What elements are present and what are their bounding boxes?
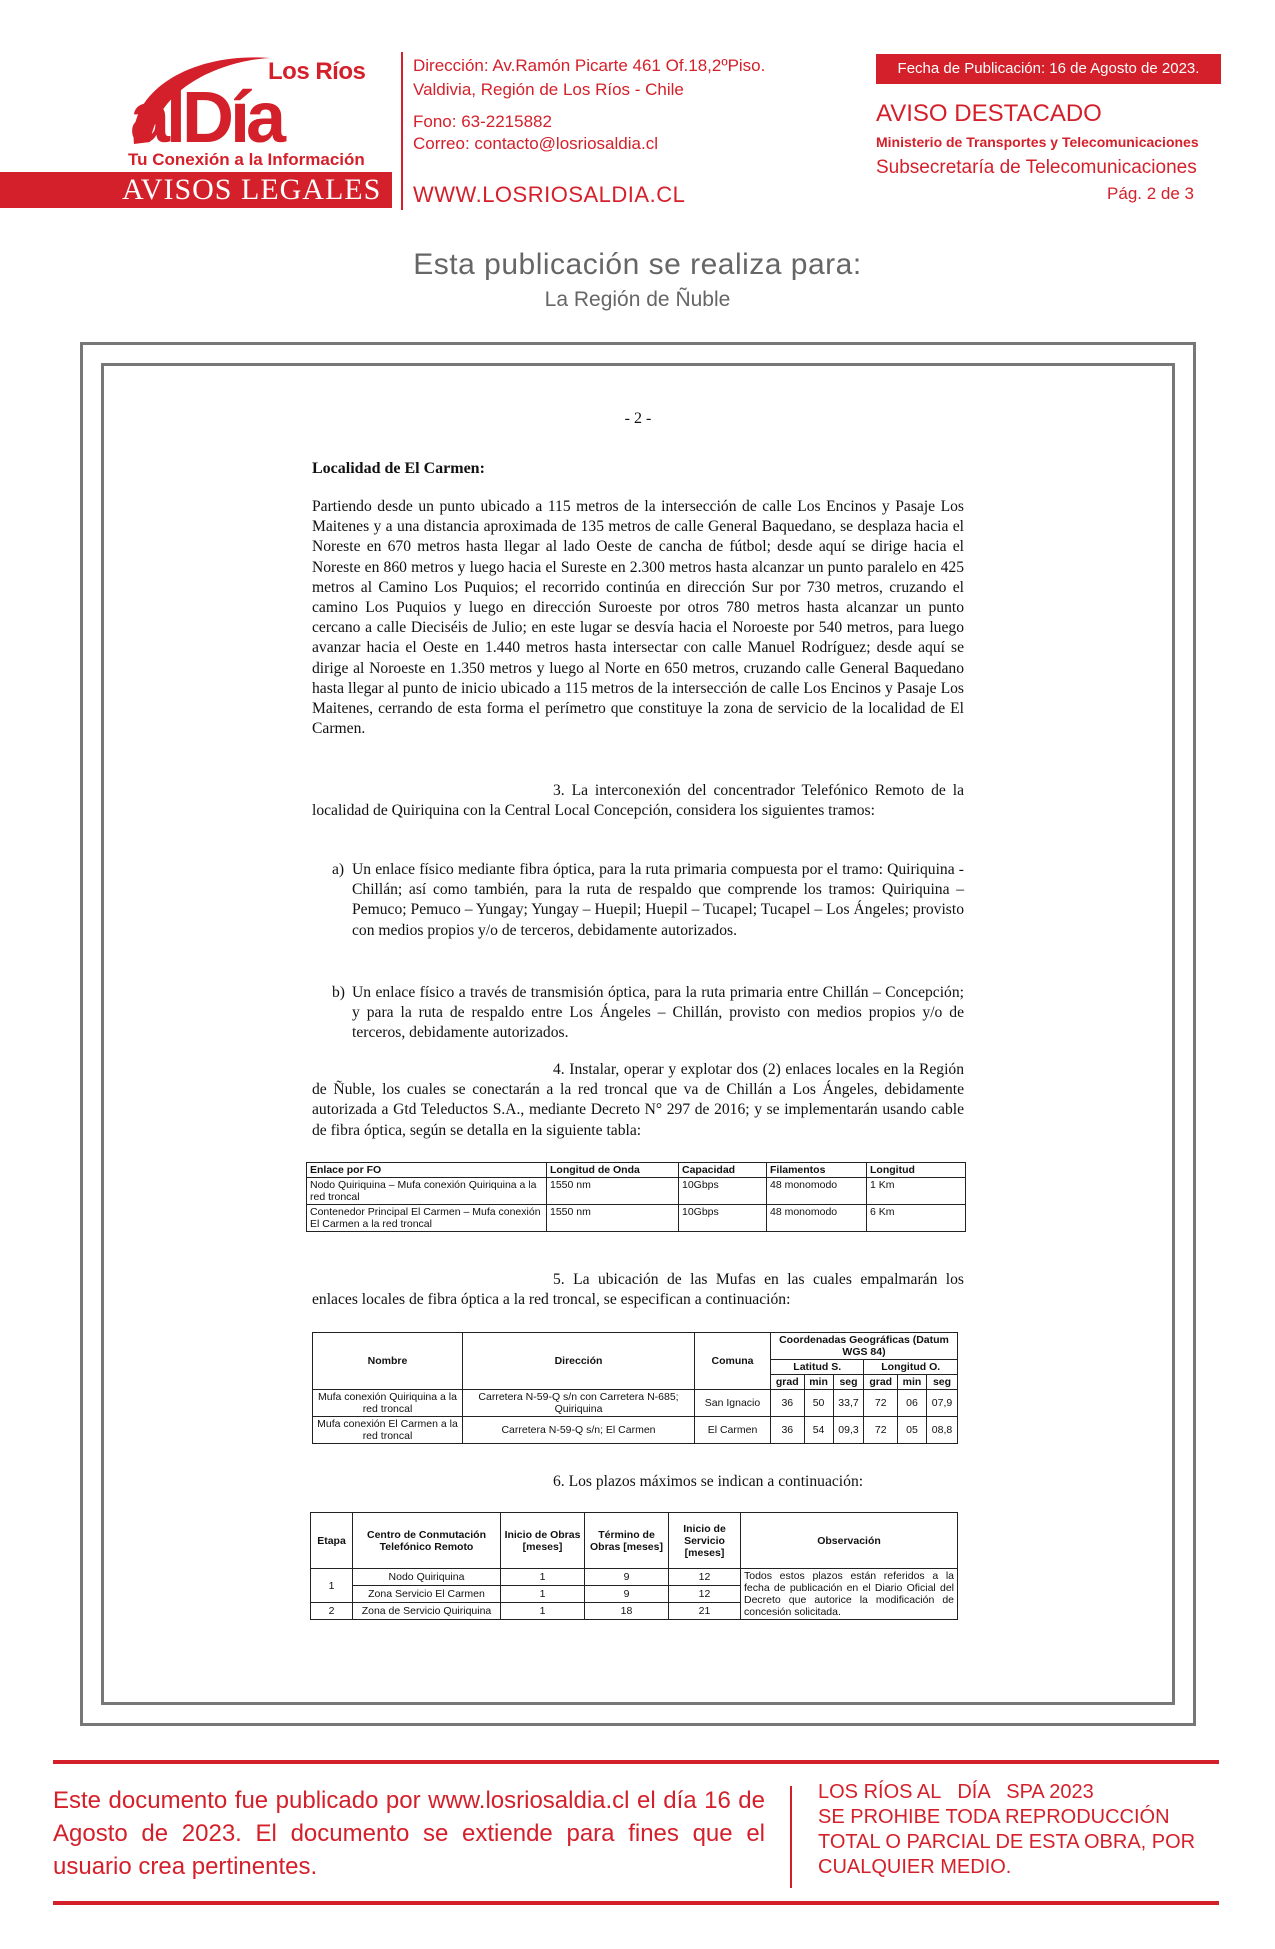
- subsecretaria: Subsecretaría de Telecomunicaciones: [876, 157, 1197, 178]
- table-cell: Contenedor Principal El Carmen – Mufa conexión El Carmen a la red troncal: [307, 1205, 547, 1232]
- table-cell: 18: [585, 1603, 669, 1620]
- footer-copyright: [818, 1780, 1195, 1880]
- intro-title: Esta publicación se realiza para:: [413, 248, 862, 281]
- table-header: Longitud de Onda: [547, 1163, 679, 1178]
- table-row: [313, 1417, 958, 1444]
- table-cell: 72: [864, 1417, 898, 1444]
- table-cell: 1: [311, 1569, 353, 1603]
- table-cell: Carretera N-59-Q s/n; El Carmen: [463, 1417, 695, 1444]
- footer-top-rule: [53, 1760, 1219, 1764]
- observation-cell: Todos estos plazos están referidos a la fecha de publicación en el Diario Oficial del Decreto que autorice la modificación de concesión solicitada.: [741, 1569, 958, 1620]
- table-header: grad: [864, 1375, 898, 1390]
- document-page-number: - 2 -: [624, 410, 652, 427]
- table-cell: 9: [585, 1569, 669, 1586]
- intro-region: La Región de Ñuble: [544, 288, 731, 311]
- table-header-row: [313, 1333, 958, 1360]
- table-cell: 10Gbps: [679, 1178, 767, 1205]
- table-header: grad: [771, 1375, 805, 1390]
- list-marker-a: a): [332, 861, 345, 878]
- table-cell: Nodo Quiriquina: [353, 1569, 501, 1586]
- table-cell: 1 Km: [867, 1178, 966, 1205]
- table-header: min: [804, 1375, 833, 1390]
- table-header: Inicio de Servicio [meses]: [669, 1513, 741, 1569]
- website-link[interactable]: WWW.LOSRIOSALDIA.CL: [413, 182, 686, 207]
- mufas-location-table: [312, 1332, 958, 1444]
- section-heading: Localidad de El Carmen:: [312, 460, 485, 477]
- ministerio: Ministerio de Transportes y Telecomunicaciones: [876, 134, 1199, 150]
- table-row: [311, 1569, 958, 1586]
- table-cell: 6 Km: [867, 1205, 966, 1232]
- table-cell: 09,3: [833, 1417, 864, 1444]
- table-header-row: [307, 1163, 966, 1178]
- table-cell: 08,8: [926, 1417, 957, 1444]
- address-line-2: Valdivia, Región de Los Ríos - Chile: [413, 80, 684, 99]
- table-cell: 07,9: [926, 1390, 957, 1417]
- footer-disclaimer: Este documento fue publicado por www.losriosaldia.cl el día 16 de Agosto de 2023. El documento se extiende para fines que el usuario crea pertinentes.: [53, 1787, 765, 1880]
- footer-copyright-line: CUALQUIER MEDIO.: [818, 1856, 1012, 1878]
- footer-copyright-line: LOS RÍOS AL DÍA SPA 2023: [818, 1781, 1094, 1803]
- table-header-row: [311, 1513, 958, 1569]
- table-cell: 12: [669, 1569, 741, 1586]
- table-cell: 36: [771, 1417, 805, 1444]
- table-cell: 1: [501, 1586, 585, 1603]
- table-cell: 50: [804, 1390, 833, 1417]
- table-header: Coordenadas Geográficas (Datum WGS 84): [771, 1333, 958, 1360]
- footer-divider: [790, 1786, 792, 1888]
- table-header: Etapa: [311, 1513, 353, 1569]
- footer-copyright-line: SE PROHIBE TODA REPRODUCCIÓN: [818, 1806, 1170, 1828]
- table-header: Inicio de Obras [meses]: [501, 1513, 585, 1569]
- table-cell: Carretera N-59-Q s/n con Carretera N-685; Quiriquina: [463, 1390, 695, 1417]
- list-item-a: [332, 860, 964, 941]
- table-cell: 1550 nm: [547, 1178, 679, 1205]
- list-text-b: Un enlace físico a través de transmisión óptica, para la ruta primaria entre Chillán – Concepción; y para la ruta de respaldo entre Los Ángeles – Chillán, provisto con medios propios y/o de terceros, debidamente autorizados.: [352, 984, 964, 1042]
- email-link[interactable]: Correo: contacto@losriosaldia.cl: [413, 134, 658, 153]
- table-header: Capacidad: [679, 1163, 767, 1178]
- header-divider: [401, 52, 403, 210]
- list-marker-b: b): [332, 984, 345, 1001]
- list-item-b: [332, 983, 964, 1044]
- table-cell: 1: [501, 1569, 585, 1586]
- table-cell: Nodo Quiriquina – Mufa conexión Quiriquina a la red troncal: [307, 1178, 547, 1205]
- table-cell: 10Gbps: [679, 1205, 767, 1232]
- table-cell: 1: [501, 1603, 585, 1620]
- table-cell: Mufa conexión El Carmen a la red troncal: [313, 1417, 463, 1444]
- aviso-destacado: AVISO DESTACADO: [876, 100, 1102, 127]
- table-cell: Mufa conexión Quiriquina a la red troncal: [313, 1390, 463, 1417]
- newspaper-logo: [120, 52, 390, 172]
- table-header: Nombre: [313, 1333, 463, 1390]
- table-cell: 36: [771, 1390, 805, 1417]
- table-cell: 33,7: [833, 1390, 864, 1417]
- table-header: Comuna: [695, 1333, 771, 1390]
- table-row: [307, 1178, 966, 1205]
- table-cell: 21: [669, 1603, 741, 1620]
- table-cell: El Carmen: [695, 1417, 771, 1444]
- address-line-1: Dirección: Av.Ramón Picarte 461 Of.18,2ºPiso.: [413, 56, 766, 75]
- table-header: Término de Obras [meses]: [585, 1513, 669, 1569]
- table-header: seg: [926, 1375, 957, 1390]
- table-cell: 48 monomodo: [767, 1178, 867, 1205]
- footer-copyright-line: TOTAL O PARCIAL DE ESTA OBRA, POR: [818, 1831, 1196, 1853]
- table-header: Enlace por FO: [307, 1163, 547, 1178]
- table-row: [307, 1205, 966, 1232]
- table-header: Longitud: [867, 1163, 966, 1178]
- table-cell: 06: [898, 1390, 927, 1417]
- footer-bottom-rule: [53, 1901, 1219, 1905]
- paragraph-5: 5. La ubicación de las Mufas en las cuales empalmarán los enlaces locales de fibra óptica a la red troncal, se especifican a continuación:: [312, 1271, 964, 1309]
- page-indicator: Pág. 2 de 3: [1107, 184, 1194, 203]
- table-cell: 05: [898, 1417, 927, 1444]
- list-text-a: Un enlace físico mediante fibra óptica, para la ruta primaria compuesta por el tramo: Quiriquina - Chillán; así como también, para la ruta de respaldo que comprende los tramos: Quiriquina – Pemuco; Pemuco – Yungay; Yungay – Huepil; Huepil – Tucapel; Tucapel – Los Ángeles; provisto con medios propios y/o de terceros, debidamente autorizados.: [352, 861, 964, 939]
- table-header: Observación: [741, 1513, 958, 1569]
- table-header: seg: [833, 1375, 864, 1390]
- publication-date: Fecha de Publicación: 16 de Agosto de 2023.: [897, 60, 1200, 77]
- table-cell: 1550 nm: [547, 1205, 679, 1232]
- logo-al-dia: alDía: [130, 78, 283, 158]
- phone: Fono: 63-2215882: [413, 112, 552, 131]
- paragraph-6: 6. Los plazos máximos se indican a continuación:: [553, 1473, 864, 1490]
- table-row: [313, 1390, 958, 1417]
- table-header: min: [898, 1375, 927, 1390]
- table-cell: 9: [585, 1586, 669, 1603]
- table-header: Filamentos: [767, 1163, 867, 1178]
- table-cell: 2: [311, 1603, 353, 1620]
- table-cell: Zona de Servicio Quiriquina: [353, 1603, 501, 1620]
- table-header: Longitud O.: [864, 1360, 958, 1375]
- table-header: Latitud S.: [771, 1360, 864, 1375]
- table-cell: 48 monomodo: [767, 1205, 867, 1232]
- avisos-legales-label: AVISOS LEGALES: [122, 173, 382, 206]
- logo-tagline: Tu Conexión a la Información: [128, 150, 365, 169]
- table-header: Dirección: [463, 1333, 695, 1390]
- table-cell: 12: [669, 1586, 741, 1603]
- logo-los-rios: Los Ríos: [268, 58, 366, 85]
- table-cell: San Ignacio: [695, 1390, 771, 1417]
- table-cell: 72: [864, 1390, 898, 1417]
- paragraph-boundary: Partiendo desde un punto ubicado a 115 metros de la intersección de calle Los Encinos y Pasaje Los Maitenes y a una distancia aproximada de 135 metros de calle General Baquedano, se desplaza hacia el Noreste en 670 metros hasta llegar al lado Oeste de cancha de fútbol; desde aquí se dirige hacia el Noreste en 860 metros y luego hacia el Sureste en 2.300 metros hasta alcanzar un punto paralelo en 425 metros al Camino Los Puquios; el recorrido continúa en dirección Sur por 730 metros, cruzando el camino Los Puquios y luego en dirección Suroeste por otros 780 metros hasta alcanzar un punto cercano a calle Dieciséis de Julio; en este lugar se desvía hacia el Noroeste por 540 metros, para luego avanzar hacia el Oeste en 1.440 metros hasta intersectar con calle Manuel Rodríguez; desde aquí se dirige al Noroeste en 1.350 metros y luego al Norte en 650 metros, cruzando calle General Baquedano hasta llegar al punto de inicio ubicado a 115 metros de la intersección de calle Los Encinos y Pasaje Los Maitenes, cerrando de esta forma el perímetro que constituye la zona de servicio de la localidad de El Carmen.: [312, 498, 964, 738]
- paragraph-4: 4. Instalar, operar y explotar dos (2) enlaces locales en la Región de Ñuble, los cuales se conectarán a la red troncal que va de Chillán a Los Ángeles, debidamente autorizada a Gtd Teleductos S.A., mediante Decreto N° 297 de 2016; y se implementarán usando cable de fibra óptica, según se detalla en la siguiente tabla:: [312, 1061, 964, 1139]
- deadlines-table: [310, 1512, 958, 1620]
- fiber-links-table: [306, 1162, 966, 1232]
- table-header: Centro de Conmutación Telefónico Remoto: [353, 1513, 501, 1569]
- table-cell: 54: [804, 1417, 833, 1444]
- paragraph-3: 3. La interconexión del concentrador Telefónico Remoto de la localidad de Quiriquina con la Central Local Concepción, considera los siguientes tramos:: [312, 782, 964, 820]
- table-cell: Zona Servicio El Carmen: [353, 1586, 501, 1603]
